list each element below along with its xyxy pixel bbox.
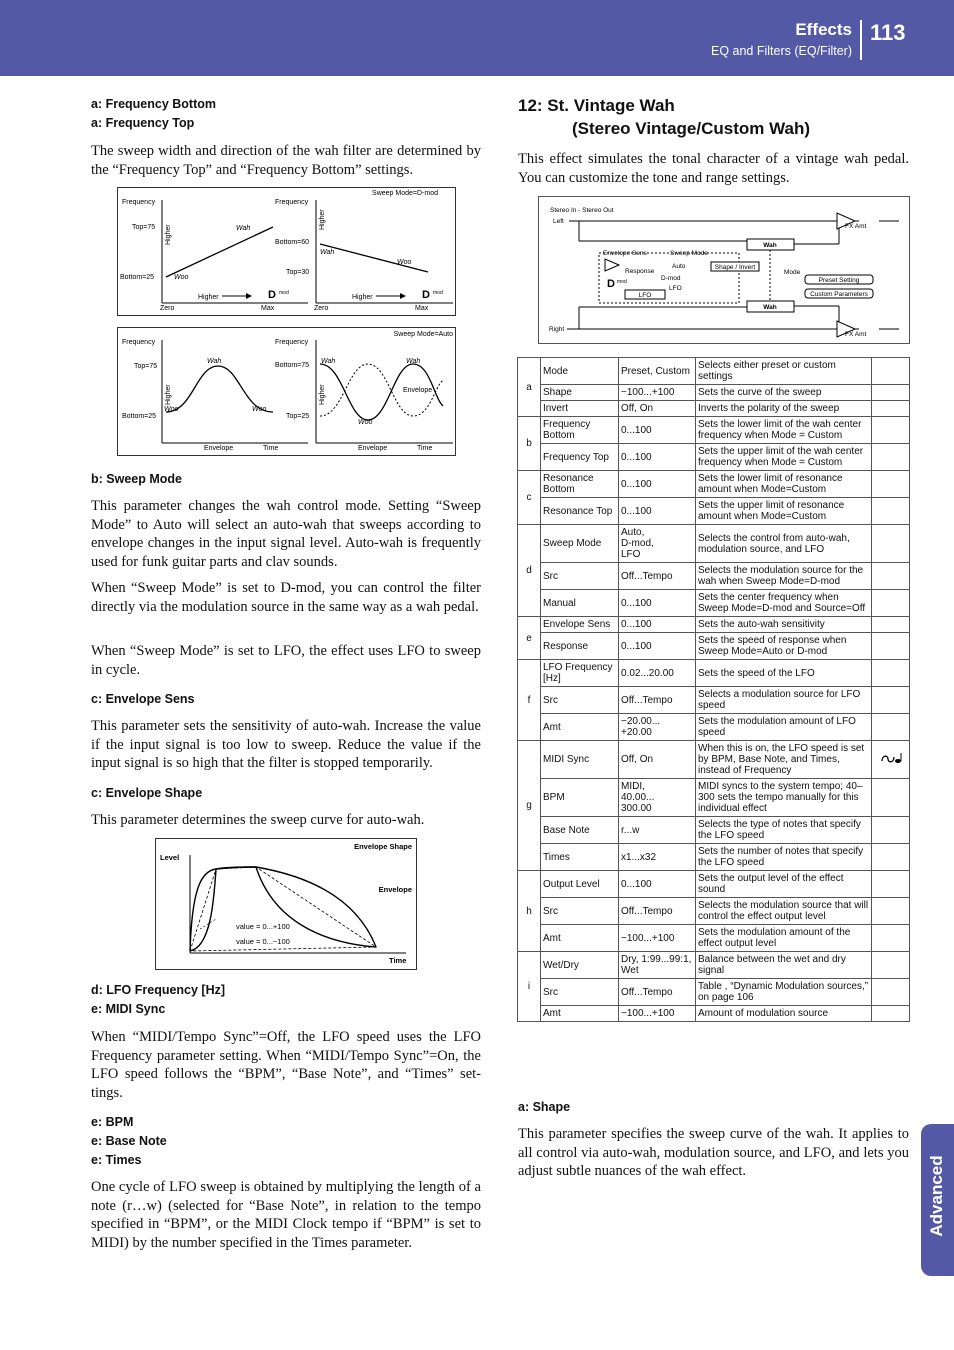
svg-text:mod: mod: [433, 290, 443, 296]
param-extra-cell: [872, 898, 910, 925]
table-row: [518, 952, 910, 979]
subsection-title: EQ and Filters (EQ/Filter): [711, 44, 852, 58]
signal-flow-diagram: [538, 196, 910, 344]
svg-text:Woo: Woo: [358, 419, 373, 426]
param-name: LFO Frequency [Hz]: [541, 660, 619, 687]
frequency-paragraph: The sweep width and direction of the wah filter are determined by the “Frequency Top” and “Frequency Bottom” settings.: [91, 143, 481, 178]
svg-text:Top=30: Top=30: [286, 269, 310, 276]
param-extra-cell: [872, 817, 910, 844]
param-group-label: a: [518, 358, 541, 417]
svg-text:Sweep Mode=Auto: Sweep Mode=Auto: [393, 331, 453, 338]
param-range: 0...100: [619, 417, 696, 444]
svg-text:Higher: Higher: [319, 209, 326, 230]
sweep-paragraph-3: When “Sweep Mode” is set to LFO, the effect uses LFO to sweep in cycle.: [91, 643, 481, 678]
param-group-label: d: [518, 525, 541, 617]
param-description: Sets the output level of the effect sound: [696, 871, 872, 898]
svg-text:LFO: LFO: [669, 285, 682, 292]
param-range: Off, On: [619, 741, 696, 779]
param-range: x1...x32: [619, 844, 696, 871]
param-group-label: c: [518, 471, 541, 525]
param-description: Sets the speed of response when Sweep Mode=Auto or D-mod: [696, 633, 872, 660]
param-name: Wet/Dry: [541, 952, 619, 979]
svg-text:Frequency: Frequency: [122, 339, 156, 346]
param-description: Balance between the wet and dry signal: [696, 952, 872, 979]
param-extra-cell: [872, 1006, 910, 1022]
section-title: Effects: [795, 20, 852, 39]
table-row: [518, 898, 910, 925]
param-name: Src: [541, 687, 619, 714]
svg-text:Higher: Higher: [352, 294, 373, 301]
param-description: When this is on, the LFO speed is set by BPM, Base Note, and Times, instead of Frequency: [696, 741, 872, 779]
envelope-sens-paragraph: This parameter sets the sensitivity of auto-wah. Increase the value if the input signal is too low to sweep. Reduce the value if the input signal is so high that the filter is stopped temporarily.: [91, 718, 481, 771]
svg-text:Frequency: Frequency: [275, 199, 309, 206]
svg-text:value = 0...+100: value = 0...+100: [236, 922, 290, 931]
heading-times: e: Times: [91, 1153, 142, 1167]
param-description: Selects the modulation source that will control the effect output level: [696, 898, 872, 925]
bpm-paragraph: One cycle of LFO sweep is obtained by multiplying the length of a note (r…w) (selected for “Base Note”, in relation to the tempo specified in “BPM”, or the MIDI Clock tempo if “BPM” is set to MIDI) by the number specified in the Times parameter.: [91, 1179, 481, 1251]
svg-text:Higher: Higher: [198, 294, 219, 301]
svg-text:Envelope Shape: Envelope Shape: [354, 842, 412, 851]
param-group-label: b: [518, 417, 541, 471]
param-extra-cell: [872, 779, 910, 817]
param-extra-cell: [872, 401, 910, 417]
heading-envelope-shape: c: Envelope Shape: [91, 786, 203, 800]
param-name: Envelope Sens: [541, 617, 619, 633]
svg-text:mod: mod: [279, 290, 289, 296]
svg-text:Bottom=25: Bottom=25: [122, 413, 157, 420]
svg-text:Woo: Woo: [174, 274, 189, 281]
svg-text:value = 0...−100: value = 0...−100: [236, 937, 290, 946]
heading-envelope-sens: c: Envelope Sens: [91, 692, 195, 706]
param-range: Preset, Custom: [619, 358, 696, 385]
svg-text:Wah: Wah: [236, 225, 251, 232]
param-range: 0...100: [619, 633, 696, 660]
heading-bpm: e: BPM: [91, 1115, 134, 1129]
param-name: Amt: [541, 1006, 619, 1022]
param-description: Sets the auto-wah sensitivity: [696, 617, 872, 633]
svg-text:D: D: [268, 289, 276, 301]
param-name: Frequency Bottom: [541, 417, 619, 444]
svg-text:Wah: Wah: [763, 304, 777, 311]
table-row: [518, 417, 910, 444]
svg-text:Top=75: Top=75: [134, 363, 158, 370]
param-range: −100...+100: [619, 1006, 696, 1022]
param-extra-cell: [872, 358, 910, 385]
table-row: [518, 871, 910, 898]
fig-title-dmod: Sweep Mode=D-mod: [372, 190, 438, 197]
param-extra-cell: [872, 952, 910, 979]
param-range: 0...100: [619, 590, 696, 617]
param-name: Sweep Mode: [541, 525, 619, 563]
param-description: Sets the lower limit of resonance amount when Mode=Custom: [696, 471, 872, 498]
table-row: [518, 563, 910, 590]
param-description: Sets the center frequency when Sweep Mode=D-mod and Source=Off: [696, 590, 872, 617]
param-name: Src: [541, 563, 619, 590]
param-extra-cell: [872, 925, 910, 952]
param-extra-cell: [872, 633, 910, 660]
page-header: [0, 0, 954, 76]
table-row: [518, 444, 910, 471]
svg-text:Frequency: Frequency: [275, 339, 309, 346]
lfo-paragraph: When “MIDI/Tempo Sync”=Off, the LFO speed uses the LFO Frequency parameter setting. When “MIDI/Tempo Sync”=On, the LFO speed follows the “BPM”, “Base Note”, and “Times” settings.: [91, 1029, 481, 1101]
param-name: Times: [541, 844, 619, 871]
param-description: Sets the upper limit of the wah center frequency when Mode = Custom: [696, 444, 872, 471]
svg-text:Right: Right: [549, 326, 565, 333]
svg-text:Max: Max: [261, 305, 275, 312]
svg-text:Envelope Sens: Envelope Sens: [603, 250, 647, 257]
param-group-label: e: [518, 617, 541, 660]
param-name: Amt: [541, 925, 619, 952]
svg-text:Stereo In - Stereo Out: Stereo In - Stereo Out: [550, 207, 614, 214]
svg-text:Woo: Woo: [397, 259, 412, 266]
table-row: [518, 925, 910, 952]
svg-text:Time: Time: [263, 445, 279, 452]
svg-text:Sweep Mode: Sweep Mode: [670, 250, 708, 257]
svg-text:Woo: Woo: [164, 406, 179, 413]
table-row: [518, 385, 910, 401]
param-extra-cell: [872, 563, 910, 590]
param-name: Mode: [541, 358, 619, 385]
param-range: Off...Tempo: [619, 979, 696, 1006]
param-name: Resonance Bottom: [541, 471, 619, 498]
param-group-label: f: [518, 660, 541, 741]
param-range: −100...+100: [619, 385, 696, 401]
svg-text:Woo: Woo: [252, 406, 267, 413]
param-description: Sets the number of notes that specify the LFO speed: [696, 844, 872, 871]
svg-text:Zero: Zero: [314, 305, 329, 312]
param-extra-cell: [872, 660, 910, 687]
param-extra-cell: [872, 471, 910, 498]
shape-paragraph: This parameter specifies the sweep curve of the wah. It applies to all control via auto-wah, modulation source, and LFO, and lets you adjust subtle nuances of the wah effect.: [518, 1126, 909, 1179]
param-description: Selects the control from auto-wah, modulation source, and LFO: [696, 525, 872, 563]
param-extra-cell: [872, 444, 910, 471]
svg-text:Zero: Zero: [160, 305, 175, 312]
heading-shape: a: Shape: [518, 1100, 571, 1114]
table-row: [518, 687, 910, 714]
svg-text:Higher: Higher: [319, 384, 326, 405]
heading-base-note: e: Base Note: [91, 1134, 167, 1148]
param-range: Off...Tempo: [619, 563, 696, 590]
param-extra-cell: [872, 741, 910, 779]
table-row: [518, 633, 910, 660]
param-name: Base Note: [541, 817, 619, 844]
table-row: [518, 979, 910, 1006]
svg-text:Wah: Wah: [321, 358, 336, 365]
envelope-shape-paragraph: This parameter determines the sweep curve for auto-wah.: [91, 812, 425, 828]
sweep-auto-figure: [117, 327, 456, 456]
svg-text:LFO: LFO: [638, 292, 652, 299]
table-row: [518, 590, 910, 617]
heading-lfo-frequency: d: LFO Frequency [Hz]: [91, 983, 226, 997]
param-description: MIDI syncs to the system tempo; 40–300 sets the tempo manually for this individual effect: [696, 779, 872, 817]
table-row: [518, 714, 910, 741]
sweep-dmod-figure: [117, 187, 456, 316]
param-name: BPM: [541, 779, 619, 817]
param-description: Sets the speed of the LFO: [696, 660, 872, 687]
param-name: Frequency Top: [541, 444, 619, 471]
svg-text:Bottom=60: Bottom=60: [275, 239, 310, 246]
heading-sweep-mode: b: Sweep Mode: [91, 472, 182, 486]
effect-subtitle: (Stereo Vintage/Custom Wah): [572, 119, 811, 138]
svg-text:Bottom=75: Bottom=75: [275, 362, 310, 369]
param-extra-cell: [872, 590, 910, 617]
param-extra-cell: [872, 498, 910, 525]
table-row: [518, 401, 910, 417]
table-row: [518, 358, 910, 385]
param-description: Selects either preset or custom settings: [696, 358, 872, 385]
param-group-label: h: [518, 871, 541, 952]
table-row: [518, 525, 910, 563]
svg-text:D: D: [422, 289, 430, 301]
svg-text:Higher: Higher: [165, 224, 172, 245]
param-name: MIDI Sync: [541, 741, 619, 779]
param-name: Amt: [541, 714, 619, 741]
tempo-sync-icon: [879, 751, 903, 765]
table-row: [518, 471, 910, 498]
table-row: [518, 617, 910, 633]
param-range: Auto, D-mod, LFO: [619, 525, 696, 563]
table-row: [518, 498, 910, 525]
param-extra-cell: [872, 714, 910, 741]
svg-text:Max: Max: [415, 305, 429, 312]
svg-text:Response: Response: [625, 268, 655, 275]
param-description: Sets the curve of the sweep: [696, 385, 872, 401]
param-extra-cell: [872, 979, 910, 1006]
svg-text:Frequency: Frequency: [122, 199, 156, 206]
param-extra-cell: [872, 617, 910, 633]
svg-text:Envelope: Envelope: [204, 445, 234, 452]
param-extra-cell: [872, 871, 910, 898]
svg-text:Wah: Wah: [207, 358, 222, 365]
param-range: Off...Tempo: [619, 898, 696, 925]
envelope-shape-figure: [155, 838, 417, 970]
param-range: −100...+100: [619, 925, 696, 952]
heading-midi-sync: e: MIDI Sync: [91, 1002, 166, 1016]
param-range: 0...100: [619, 617, 696, 633]
sweep-paragraph-2: When “Sweep Mode” is set to D-mod, you can control the filter directly via the modulation source in the same way as a wah pedal.: [91, 580, 481, 615]
table-row: [518, 1006, 910, 1022]
header-divider: [860, 20, 862, 60]
param-name: Response: [541, 633, 619, 660]
svg-text:Preset Setting: Preset Setting: [818, 277, 860, 284]
svg-text:Wah: Wah: [406, 358, 421, 365]
svg-text:Envelope: Envelope: [358, 445, 388, 452]
table-row: [518, 779, 910, 817]
param-range: 0...100: [619, 498, 696, 525]
param-extra-cell: [872, 687, 910, 714]
param-name: Resonance Top: [541, 498, 619, 525]
page-number: 113: [870, 20, 906, 45]
svg-text:Shape / Invert: Shape / Invert: [714, 264, 756, 271]
param-extra-cell: [872, 844, 910, 871]
svg-text:Higher: Higher: [165, 384, 172, 405]
param-range: 0...100: [619, 444, 696, 471]
svg-text:Auto: Auto: [672, 263, 686, 270]
svg-text:Mode: Mode: [784, 269, 801, 276]
param-extra-cell: [872, 525, 910, 563]
svg-text:Envelope: Envelope: [378, 885, 412, 894]
param-name: Manual: [541, 590, 619, 617]
param-range: 0.02...20.00: [619, 660, 696, 687]
param-description: Inverts the polarity of the sweep: [696, 401, 872, 417]
param-name: Invert: [541, 401, 619, 417]
svg-text:Top=25: Top=25: [286, 413, 310, 420]
table-row: [518, 660, 910, 687]
param-description: Sets the upper limit of resonance amount when Mode=Custom: [696, 498, 872, 525]
svg-text:Custom Parameters: Custom Parameters: [810, 291, 868, 298]
param-description: Selects the type of notes that specify the LFO speed: [696, 817, 872, 844]
param-range: Off, On: [619, 401, 696, 417]
svg-text:D-mod: D-mod: [661, 275, 681, 282]
side-tab-label: Advanced: [927, 1155, 946, 1237]
param-description: Selects the modulation source for the wah when Sweep Mode=D-mod: [696, 563, 872, 590]
effect-intro: This effect simulates the tonal character of a vintage wah pedal. You can customize the tone and range settings.: [518, 151, 909, 186]
param-range: −20.00... +20.00: [619, 714, 696, 741]
sweep-paragraph-1: This parameter changes the wah control mode. Setting “Sweep Mode” to Auto will select an auto-wah that sweeps according to envelope changes in the input signal level. Auto-wah is frequently used for funk guitar parts and clav sounds.: [91, 498, 481, 570]
param-name: Src: [541, 979, 619, 1006]
svg-text:D: D: [607, 278, 615, 290]
param-range: r...w: [619, 817, 696, 844]
param-extra-cell: [872, 417, 910, 444]
effect-title: 12: St. Vintage Wah: [518, 96, 675, 115]
param-name: Shape: [541, 385, 619, 401]
table-row: [518, 741, 910, 779]
param-extra-cell: [872, 385, 910, 401]
param-group-label: g: [518, 741, 541, 871]
table-row: [518, 817, 910, 844]
table-row: [518, 844, 910, 871]
svg-text:mod: mod: [617, 279, 627, 285]
param-range: 0...100: [619, 471, 696, 498]
param-name: Output Level: [541, 871, 619, 898]
param-description: Sets the lower limit of the wah center frequency when Mode = Custom: [696, 417, 872, 444]
side-tab-advanced[interactable]: [921, 1124, 954, 1276]
param-description: Amount of modulation source: [696, 1006, 872, 1022]
heading-frequency-bottom: a: Frequency Bottom: [91, 97, 217, 111]
svg-text:Time: Time: [389, 956, 407, 965]
svg-text:Wah: Wah: [320, 249, 335, 256]
param-range: MIDI, 40.00... 300.00: [619, 779, 696, 817]
svg-text:Top=75: Top=75: [132, 224, 156, 231]
svg-text:Left: Left: [553, 218, 564, 225]
svg-text:Level: Level: [160, 853, 180, 862]
param-range: 0...100: [619, 871, 696, 898]
param-range: Dry, 1:99...99:1, Wet: [619, 952, 696, 979]
param-description: Selects a modulation source for LFO speed: [696, 687, 872, 714]
param-description: Sets the modulation amount of LFO speed: [696, 714, 872, 741]
param-description: Table , “Dynamic Modulation sources,” on page 106: [696, 979, 872, 1006]
param-name: Src: [541, 898, 619, 925]
param-group-label: i: [518, 952, 541, 1022]
param-range: Off...Tempo: [619, 687, 696, 714]
param-description: Sets the modulation amount of the effect output level: [696, 925, 872, 952]
svg-text:Bottom=25: Bottom=25: [120, 274, 155, 281]
svg-text:Wah: Wah: [763, 242, 777, 249]
svg-text:FX Amt: FX Amt: [845, 331, 867, 338]
heading-frequency-top: a: Frequency Top: [91, 116, 195, 130]
svg-text:Time: Time: [417, 445, 433, 452]
svg-text:FX Amt: FX Amt: [845, 223, 867, 230]
svg-text:Envelope: Envelope: [403, 387, 433, 394]
parameter-table: [517, 357, 910, 1022]
